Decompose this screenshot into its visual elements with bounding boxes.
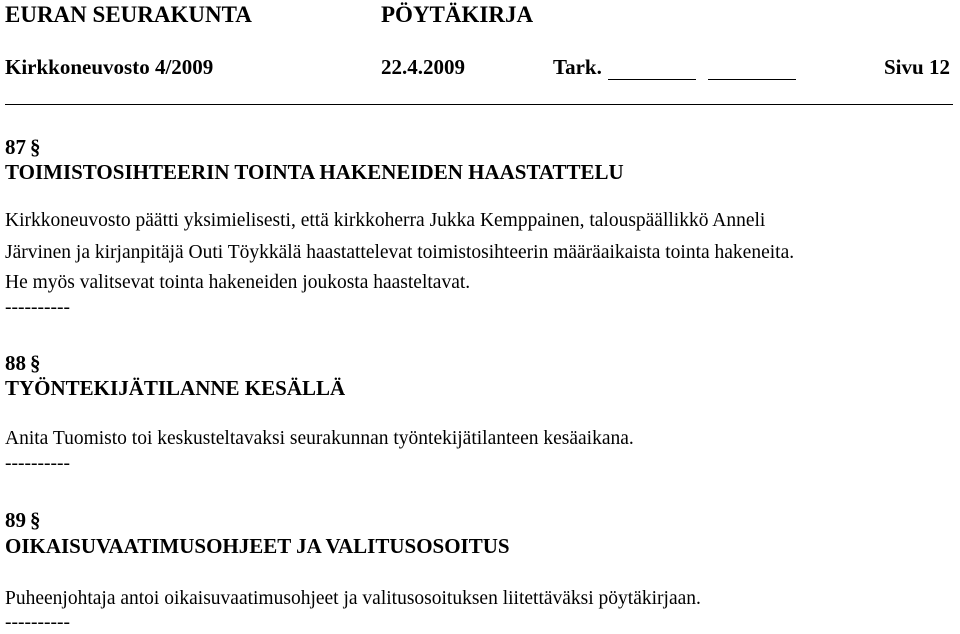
meeting-number: Kirkkoneuvosto 4/2009 (5, 55, 214, 79)
body-text: Kirkkoneuvosto päätti yksimielisesti, että kirkkoherra Jukka Kemppainen, talouspäällikkö Anneli (5, 210, 766, 231)
page-number: Sivu 12 (884, 55, 950, 79)
section-heading (5, 351, 41, 376)
section-separator: ---------- (5, 297, 70, 318)
section-symbol: § (30, 508, 41, 532)
section-separator: ---------- (5, 612, 70, 633)
section-title: OIKAISUVAATIMUSOHJEET JA VALITUSOSOITUS (5, 534, 510, 558)
section-heading (5, 508, 41, 533)
section-title: TYÖNTEKIJÄTILANNE KESÄLLÄ (5, 376, 346, 400)
body-text: He myös valitsevat tointa hakeneiden joukosta haasteltavat. (5, 272, 471, 293)
body-text: Järvinen ja kirjanpitäjä Outi Töykkälä haastattelevat toimistosihteerin määräaikaista tointa hakeneita. (5, 242, 795, 263)
header-divider (5, 104, 953, 105)
checker-signature-line-2 (708, 79, 796, 80)
section-heading (5, 135, 41, 160)
section-separator: ---------- (5, 453, 70, 474)
body-text: Puheenjohtaja antoi oikaisuvaatimusohjeet ja valitusosoituksen liitettäväksi pöytäkirjaan. (5, 588, 701, 609)
document-type: PÖYTÄKIRJA (381, 2, 534, 27)
section-symbol: § (30, 135, 41, 159)
section-title: TOIMISTOSIHTEERIN TOINTA HAKENEIDEN HAASTATTELU (5, 160, 624, 184)
body-text: Anita Tuomisto toi keskusteltavaksi seurakunnan työntekijätilanteen kesäaikana. (5, 428, 634, 449)
section-number: 88 (5, 351, 26, 375)
organization-name: EURAN SEURAKUNTA (5, 2, 252, 27)
meeting-date: 22.4.2009 (381, 55, 465, 79)
checker-signature-line-1 (608, 79, 696, 80)
section-number: 87 (5, 135, 26, 159)
section-symbol: § (30, 351, 41, 375)
section-number: 89 (5, 508, 26, 532)
checked-label: Tark. (553, 55, 602, 79)
